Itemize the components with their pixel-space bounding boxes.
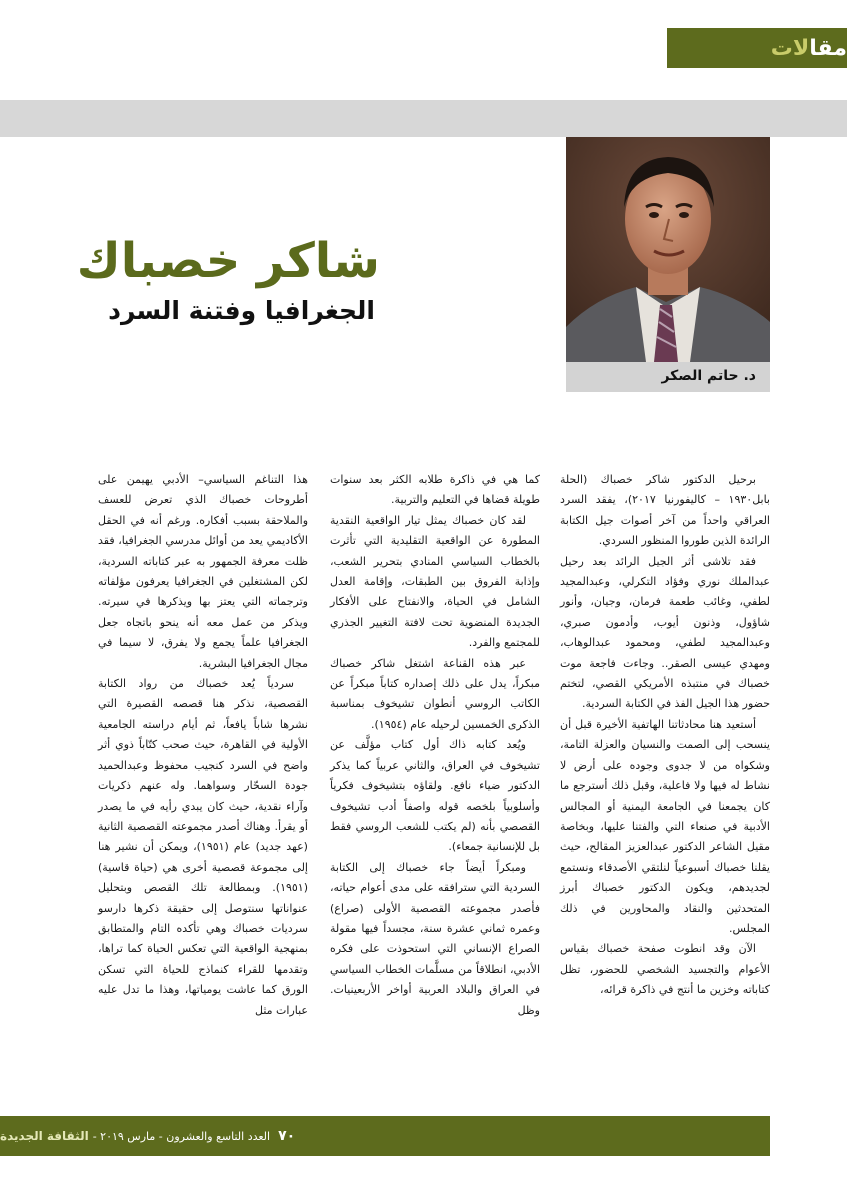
author-photo-box — [566, 137, 770, 392]
paragraph: كما هي في ذاكرة طلابه الكثر بعد سنوات طويلة قضاها في التعليم والتربية. — [330, 473, 540, 507]
paragraph: ومبكراً أيضاً جاء خصباك إلى الكتابة السردية التي سترافقه على مدى أعوام حياته، فأصدر مجموعته القصصية الأولى (صراع) وعمره ثماني عشرة سنة، مجسداً فيها مقولة الصراع الإنساني التي استحوذت على فكره الأدبي، انطلاقاً من مسلَّمات الخطاب السياسي في العراق والبلاد العربية أواخر الأربعينيات. وظل — [330, 860, 540, 1017]
paragraph: عبر هذه القناعة اشتغل شاكر خصباك مبكراً، يدل على ذلك إصداره كتاباً مبكراً عن الكاتب الروسي أنطوان تشيخوف بمناسبة الذكرى الخمسين لرحيله عام (١٩٥٤). — [330, 656, 540, 731]
article-column-1 — [560, 470, 770, 997]
header-banner — [0, 100, 847, 137]
paragraph: فقد تلاشى أثر الجيل الرائد بعد رحيل عبدالملك نوري وفؤاد التكرلي، وعبدالمجيد لطفي، وغائب طعمة فرمان، وجيان، وأنور شاؤول، وذنون أيوب، وأدمون صبري، وعبدالمجيد لطفي، ومحمود عبدالوهاب، ومهدي عيسى الصقر.. وجاءت فاجعة موت خصباك في منتبذه الأمريكي القصي، لتختم حضور هذا الجيل الفذ في الكتابة السردية. — [560, 554, 770, 711]
paragraph: هذا التناغم السياسي– الأدبي يهيمن على أطروحات خصباك الذي تعرض للعسف والملاحقة بسبب أفكاره. ورغم أنه في الحقل الأكاديمي يعد من أوائل مدرسي الجغرافيا، فقد ظلت معرفة الجمهور به عبر كتاباته السردية، لكن المشتغلين في الجغرافيا يعرفون مؤلفاته وترجماته التي يعتز بها ويذكرها في سيرته. ويذكر من عمل معه أنه ينحو باتجاه جعل الجغرافيا علماً يجمع ولا يفرق، لا سيما في مجال الجغرافيا البشرية. — [98, 473, 308, 670]
paragraph: برحيل الدكتور شاكر خصباك (الحلة بابل١٩٣٠ – كاليفورنيا ٢٠١٧)، يفقد السرد العراقي واحداً من آخر أصوات جيل الكتابة الرائدة الذين طوروا المنظور السردي. — [560, 473, 770, 548]
article-subtitle: الجغرافيا وفتنة السرد — [108, 296, 375, 325]
article-column-2 — [330, 470, 540, 1017]
section-label: مقا — [809, 35, 847, 61]
paragraph: ويُعد كتابه ذاك أول كتاب مؤلَّف عن تشيخوف في العراق، والثاني عربياً كما يذكر الدكتور ضياء نافع. ولقاؤه بتشيخوف فكرياً وأسلوبياً بلخصه قوله واصفاً أدب تشيخوف القصصي بأنه (لم يكتب للشعب الروسي فقط بل للإنسانية جمعاء). — [330, 738, 540, 854]
paragraph: لقد كان خصباك يمثل تيار الواقعية النقدية المطورة عن الواقعية التقليدية التي تأثرت بالخطاب السياسي المنادي بتحرير الشعب، وإذابة الفروق بين الطبقات، وإقامة العدل الشامل في الحياة، والانفتاح على الأفكار الجديدة المنضوية تحت لافتة التغيير الجذري للمجتمع والفرد. — [330, 513, 540, 650]
author-photo — [566, 137, 770, 362]
paragraph: الآن وقد انطوت صفحة خصباك بقياس الأعوام والتجسيد الشخصي للحضور، تظل كتاباته وخزين ما أنتج في ذاكرة قرائه، — [560, 942, 770, 997]
article-column-3 — [98, 470, 308, 1017]
page-number: ٧٠ — [278, 1128, 296, 1144]
page-footer — [0, 1116, 770, 1156]
article-title: شاكر خصباك — [76, 233, 380, 289]
section-tab — [667, 28, 847, 68]
magazine-name: الثقافة الجديدة — [0, 1129, 89, 1143]
author-name: د. حاتم الصكر — [661, 368, 756, 384]
issue-info: العدد التاسع والعشرون - مارس ٢٠١٩ - — [92, 1129, 271, 1143]
section-label-tail: لات — [770, 35, 810, 61]
paragraph: أستعيد هنا محادثاتنا الهاتفية الأخيرة قبل أن ينسحب إلى الصمت والنسيان والعزلة التامة، وشكواه من لا جدوى وجوده على أرض لا نشاط له فيها ولا فاعلية، وقبل ذلك أسترجع ما كان يجمعنا في الجامعة اليمنية أو المجالس الأدبية في صنعاء التي والفتنا عليها، وبخاصة مقيل الشاعر الدكتور عبدالعزيز المقالح، حيث يقلنا خصباك أسبوعياً لنلتقي الأصدقاء ونستمع لجديدهم، ويكون الدكتور خصباك أبرز المتحدثين والنقاد والمحاورين في ذلك المجلس. — [560, 717, 770, 935]
paragraph: سردياً يُعد خصباك من رواد الكتابة القصصية، نذكر هنا قصصه القصيرة التي نشرها شاباً يافعاً، ثم أيام دراسته الجامعية الأولية في القاهرة، حيث صحب كتّاباً ذوي أثر واضح في السرد كنجيب محفوظ وعبدالحميد جودة السحّار وسواهما. وله عنهم ذكريات وآراء نقدية، حيث كان يبدي رأيه في ما يصدر أو يقرأ. وهناك أصدر مجموعته القصصية الثانية (عهد جديد) عام (١٩٥١)، ويمكن أن نشير هنا إلى مجموعة قصصية أخرى هي (حياة قاسية) (١٩٥١). وبمطالعة تلك القصص وبتحليل عنواناتها سنتوصل إلى حقيقة ذكرها دارسو سرديات خصباك وهي تأكده التام والمتطابق بمنهجية الواقعية التي تعكس الحياة كما تراها، وتقدمها للقراء كنماذج للحياة التي تسكن الورق كما عاشت يومياتها، وهذا ما تدل عليه عبارات مثل — [98, 677, 308, 1017]
portrait-image — [566, 137, 770, 362]
